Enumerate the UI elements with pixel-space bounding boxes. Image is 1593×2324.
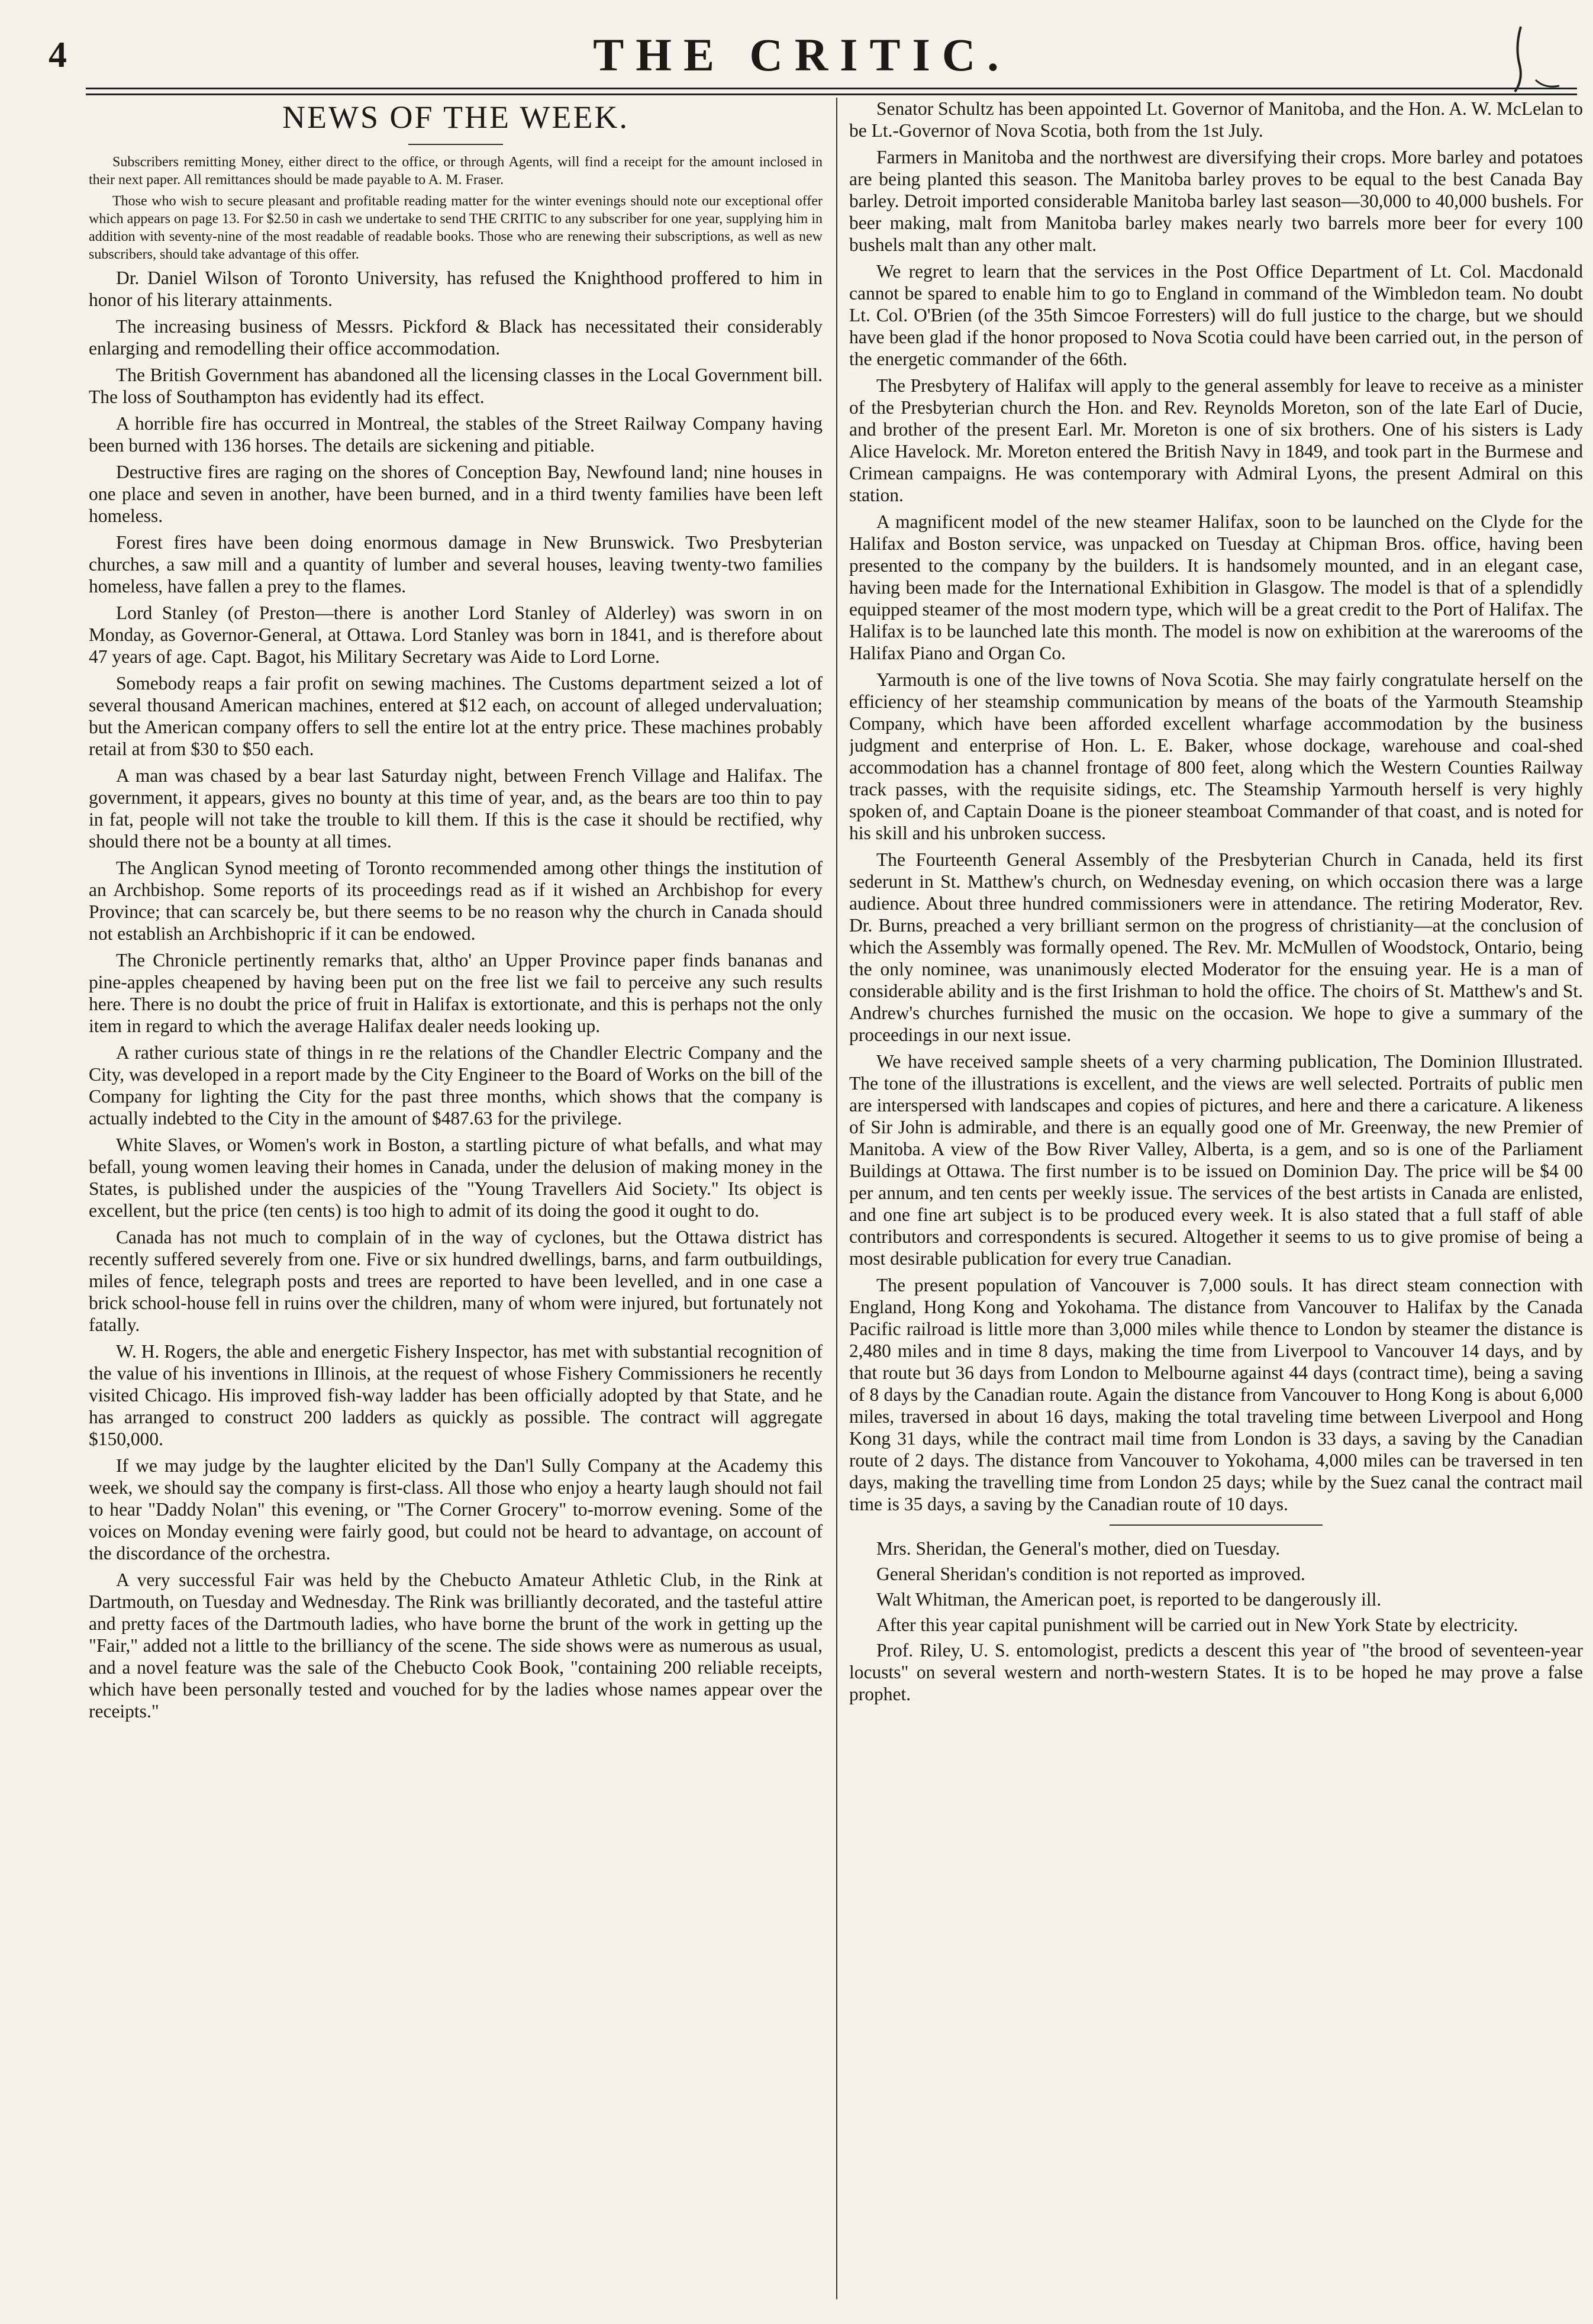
- journal-title: THE CRITIC.: [593, 29, 1011, 80]
- news-paragraph: Senator Schultz has been appointed Lt. Governor of Manitoba, and the Hon. A. W. McLelan to be Lt.-Governor of Nova Scotia, both from the 1st July.: [849, 98, 1583, 141]
- news-paragraph: The present population of Vancouver is 7,000 souls. It has direct steam connection with England, Hong Kong and Yokohama. The distance from Vancouver to Halifax by the Canada Pacific railroad is little more than 3,000 miles while thence to London by steamer the distance is 2,480 miles and in time 8 days, making the time from Liverpool to Vancouver 14 days, and by that route but 36 days from London to Melbourne against 44 days (contract time), being a saving of 8 days by the Canadian route. Again the distance from Vancouver to Hong Kong is about 6,000 miles, traversed in about 16 days, making the total traveling time between Liverpool and Hong Kong 31 days, while the contract mail time from London is 33 days, a saving by the Canadian route of 2 days. The distance from Vancouver to Yokohama, 4,000 miles can be traversed in ten days, making the travelling time from London 25 days; while by the Suez canal the contract mail time is 35 days, a saving by the Canadian route of 10 days.: [849, 1275, 1583, 1514]
- section-title: NEWS OF THE WEEK.: [282, 99, 629, 135]
- news-paragraph: The Anglican Synod meeting of Toronto recommended among other things the institution of an Archbishop. Some reports of its proceedings read as if it wished an Archbishop for every Province; that can scarcely be, but there seems to be no reason why the church in Canada should not establish an Archbishopric if it can be endowed.: [89, 858, 823, 944]
- news-paragraph: White Slaves, or Women's work in Boston, a startling picture of what befalls, and what may befall, young women leaving their homes in Canada, under the delusion of making money in the States, is published under the auspicies of the "Young Travellers Aid Society." Its object is excellent, but the price (ten cents) is too high to admit of its doing the good it ought to do.: [89, 1134, 823, 1221]
- news-paragraph: Canada has not much to complain of in the way of cyclones, but the Ottawa district has recently suffered severely from one. Five or six hundred dwellings, barns, and farm outbuildings, miles of fence, telegraph posts and trees are reported to have been levelled, and in one case a brick school-house fell in ruins over the children, many of whom were injured, but fortunately not fatally.: [89, 1227, 823, 1335]
- news-paragraph: The British Government has abandoned all the licensing classes in the Local Government bill. The loss of Southampton has evidently had its effect.: [89, 365, 823, 407]
- news-paragraph: Forest fires have been doing enormous damage in New Brunswick. Two Presbyterian churches, a saw mill and a quantity of lumber and several houses, leaving twenty-two families homeless, have fallen a prey to the flames.: [89, 532, 823, 597]
- news-paragraph: W. H. Rogers, the able and energetic Fishery Inspector, has met with substantial recognition of the value of his inventions in Illinois, at the request of whose Fishery Commissioners he recently visited Chicago. His improved fish-way ladder has been officially adopted by that State, and he has arranged to construct 200 ladders as quickly as possible. The contract will aggregate $150,000.: [89, 1341, 823, 1449]
- brief-item: Walt Whitman, the American poet, is reported to be dangerously ill.: [876, 1589, 1382, 1610]
- news-paragraph: Somebody reaps a fair profit on sewing machines. The Customs department seized a lot of several thousand American machines, entered at $12 each, on account of alleged undervaluation; but the American company offers to sell the entire lot at the entry price. These machines probably retail at from $30 to $50 each.: [89, 673, 823, 759]
- news-paragraph: A horrible fire has occurred in Montreal, the stables of the Street Railway Company having been burned with 136 horses. The details are sickening and pitiable.: [89, 413, 823, 456]
- brief-item: Mrs. Sheridan, the General's mother, died on Tuesday.: [876, 1538, 1281, 1559]
- news-paragraph: A very successful Fair was held by the Chebucto Amateur Athletic Club, in the Rink at Dartmouth, on Tuesday and Wednesday. The Rink was brilliantly decorated, and the tasteful attire and pretty faces of the Dartmouth ladies, who have borne the brunt of the work in getting up the "Fair," added not a little to the brilliancy of the scene. The side shows were as numerous as usual, and a novel feature was the sale of the Chebucto Cook Book, "containing 200 reliable receipts, which have been personally tested and vouched for by the ladies whose names appear over the receipts.": [89, 1569, 823, 1722]
- masthead: [41, 24, 1562, 89]
- news-paragraph: Dr. Daniel Wilson of Toronto University, has refused the Knighthood proffered to him in honor of his literary attainments.: [89, 267, 823, 310]
- subscriber-notice: Those who wish to secure pleasant and profitable reading matter for the winter evenings should note our exceptional offer which appears on page 13. For $2.50 in cash we undertake to send THE CRITIC to any subscriber for one year, supplying him in addition with seventy-nine of the most readable of readable books. Those who are renewing their subscriptions, as well as new subscribers, should take advantage of this offer.: [89, 194, 823, 262]
- column-divider: [836, 98, 837, 2299]
- title-rule: [408, 144, 503, 145]
- news-paragraph: Lord Stanley (of Preston—there is another Lord Stanley of Alderley) was sworn in on Monday, as Governor-General, at Ottawa. Lord Stanley was born in 1841, and is therefore about 47 years of age. Capt. Bagot, his Military Secretary was Aide to Lord Lorne.: [89, 602, 823, 667]
- section-break-rule: [1110, 1524, 1323, 1526]
- news-paragraph: Farmers in Manitoba and the northwest are diversifying their crops. More barley and potatoes are being planted this season. The Manitoba barley proves to be equal to the best Canada Bay barley. Detroit imported considerable Manitoba barley last season—30,000 to 40,000 bushels. For beer making, malt from Manitoba barley makes nearly two barrels more beer for every 100 bushels malt than any other malt.: [849, 147, 1583, 255]
- news-paragraph: The Fourteenth General Assembly of the Presbyterian Church in Canada, held its first sederunt in St. Matthew's church, on Wednesday evening, on which occasion there was a large audience. About three hundred commissioners were in attendance. The retiring Moderator, Rev. Dr. Burns, preached a very brilliant sermon on the progress of christianity—at the conclusion of which the Assembly was formally opened. The Rev. Mr. McMullen of Woodstock, Ontario, being the only nominee, was unanimously elected Moderator for the ensuing year. He is a man of considerable ability and is the first Irishman to hold the office. The choirs of St. Matthew's and St. Andrew's churches furnished the music on the occasion. We hope to give a summary of the proceedings in our next issue.: [849, 849, 1583, 1045]
- news-paragraph: If we may judge by the laughter elicited by the Dan'l Sully Company at the Academy this week, we should say the company is first-class. All those who enjoy a hearty laugh should not fail to hear "Daddy Nolan" this evening, or "The Corner Grocery" to-morrow evening. Some of the voices on Monday evening were fairly good, but could not be heard to advantage, on account of the discordance of the orchestra.: [89, 1455, 823, 1564]
- masthead-rule-bottom: [86, 94, 1577, 95]
- brief-item: After this year capital punishment will be carried out in New York State by electricity.: [876, 1614, 1518, 1635]
- news-paragraph: The Chronicle pertinently remarks that, altho' an Upper Province paper finds bananas and pine-apples cheapened by having been put on the free list we fail to perceive any such results here. There is no doubt the price of fruit in Halifax is extortionate, and this is perhaps not the only item in regard to which the average Halifax dealer needs looking up.: [89, 950, 823, 1036]
- right-column: [849, 98, 1583, 2299]
- news-paragraph: The Presbytery of Halifax will apply to the general assembly for leave to receive as a minister of the Presbyterian church the Hon. and Rev. Reynolds Moreton, son of the late Earl of Ducie, and brother of the present Earl. Mr. Moreton is one of six brothers. One of his sisters is Lady Alice Havelock. Mr. Moreton entered the British Navy in 1849, and took part in the Burmese and Crimean campaigns. He was contemporary with Admiral Lyons, the present Admiral on this station.: [849, 375, 1583, 505]
- torn-corner-icon: [1509, 24, 1562, 95]
- left-column: [89, 98, 823, 2299]
- brief-item: Prof. Riley, U. S. entomologist, predicts a descent this year of "the brood of seventeen-year locusts" on several western and north-western States. It is to be hoped he may prove a false prophet.: [849, 1640, 1583, 1704]
- subscriber-notice: Subscribers remitting Money, either direct to the office, or through Agents, will find a receipt for the amount inclosed in their next paper. All remittances should be made payable to A. M. Fraser.: [89, 154, 823, 188]
- news-paragraph: A magnificent model of the new steamer Halifax, soon to be launched on the Clyde for the Halifax and Boston service, was unpacked on Tuesday at Chipman Bros. office, having been presented to the company by the builders. It is handsomely mounted, and in an elegant case, having been made for the International Exhibition in Glasgow. The model is that of a splendidly equipped steamer of the most modern type, which will be a great credit to the Port of Halifax. The Halifax is to be launched late this month. The model is now on exhibition at the warerooms of the Halifax Piano and Organ Co.: [849, 511, 1583, 663]
- news-paragraph: The increasing business of Messrs. Pickford & Black has necessitated their considerably enlarging and remodelling their office accommodation.: [89, 316, 823, 359]
- news-paragraph: We regret to learn that the services in the Post Office Department of Lt. Col. Macdonald cannot be spared to enable him to go to England in command of the Wimbledon team. No doubt Lt. Col. O'Brien (of the 35th Simcoe Forresters) will do full justice to the charge, but we should have been glad if the honor proposed to Nova Scotia could have been carried out, in the person of the energetic commander of the 66th.: [849, 261, 1583, 369]
- page-number: 4: [49, 35, 67, 75]
- news-paragraph: A rather curious state of things in re the relations of the Chandler Electric Company and the City, was developed in a report made by the City Engineer to the Board of Works on the bill of the Company for lighting the City for the past three months, which shows that the company is actually indebted to the City in the amount of $487.63 for the privilege.: [89, 1042, 823, 1129]
- news-paragraph: Yarmouth is one of the live towns of Nova Scotia. She may fairly congratulate herself on the efficiency of her steamship communication by means of the boats of the Yarmouth Steamship Company, which have been afforded excellent wharfage accommodation by the business judgment and enterprise of Hon. L. E. Baker, whose dockage, warehouse and coal-shed accommodation has a channel frontage of 800 feet, along which the Western Counties Railway track passes, with the requisite sidings, etc. The Steamship Yarmouth herself is very highly spoken of, and Captain Doane is the pioneer steamboat Commander of that coast, and is noted for his skill and his unbroken success.: [849, 669, 1583, 843]
- masthead-rule-top: [86, 88, 1577, 89]
- news-paragraph: Destructive fires are raging on the shores of Conception Bay, Newfound land; nine houses in one place and seven in another, have been burned, and in a third twenty families have been left homeless.: [89, 462, 823, 526]
- news-paragraph: We have received sample sheets of a very charming publication, The Dominion Illustrated. The tone of the illustrations is excellent, and the views are well selected. Portraits of public men are interspersed with landscapes and copies of pictures, and here and there a caricature. A likeness of Sir John is admirable, and there is an equally good one of Mr. Greenway, the new Premier of Manitoba. A view of the Bow River Valley, Alberta, is a gem, and so is one of the Parliament Buildings at Ottawa. The first number is to be issued on Dominion Day. The price will be $4 00 per annum, and ten cents per weekly issue. The services of the best artists in Canada are enlisted, and one fine art subject is to be produced every week. It is also stated that a full staff of able contributors and correspondents is secured. Altogether it seems to us to give promise of being a most desirable publication for every true Canadian.: [849, 1051, 1583, 1269]
- brief-item: General Sheridan's condition is not reported as improved.: [876, 1564, 1305, 1584]
- news-paragraph: A man was chased by a bear last Saturday night, between French Village and Halifax. The government, it appears, gives no bounty at this time of year, and, as the bears are too thin to pay in fat, people will not take the trouble to kill them. If this is the case it should be rectified, why should there not be a bounty at all times.: [89, 765, 823, 852]
